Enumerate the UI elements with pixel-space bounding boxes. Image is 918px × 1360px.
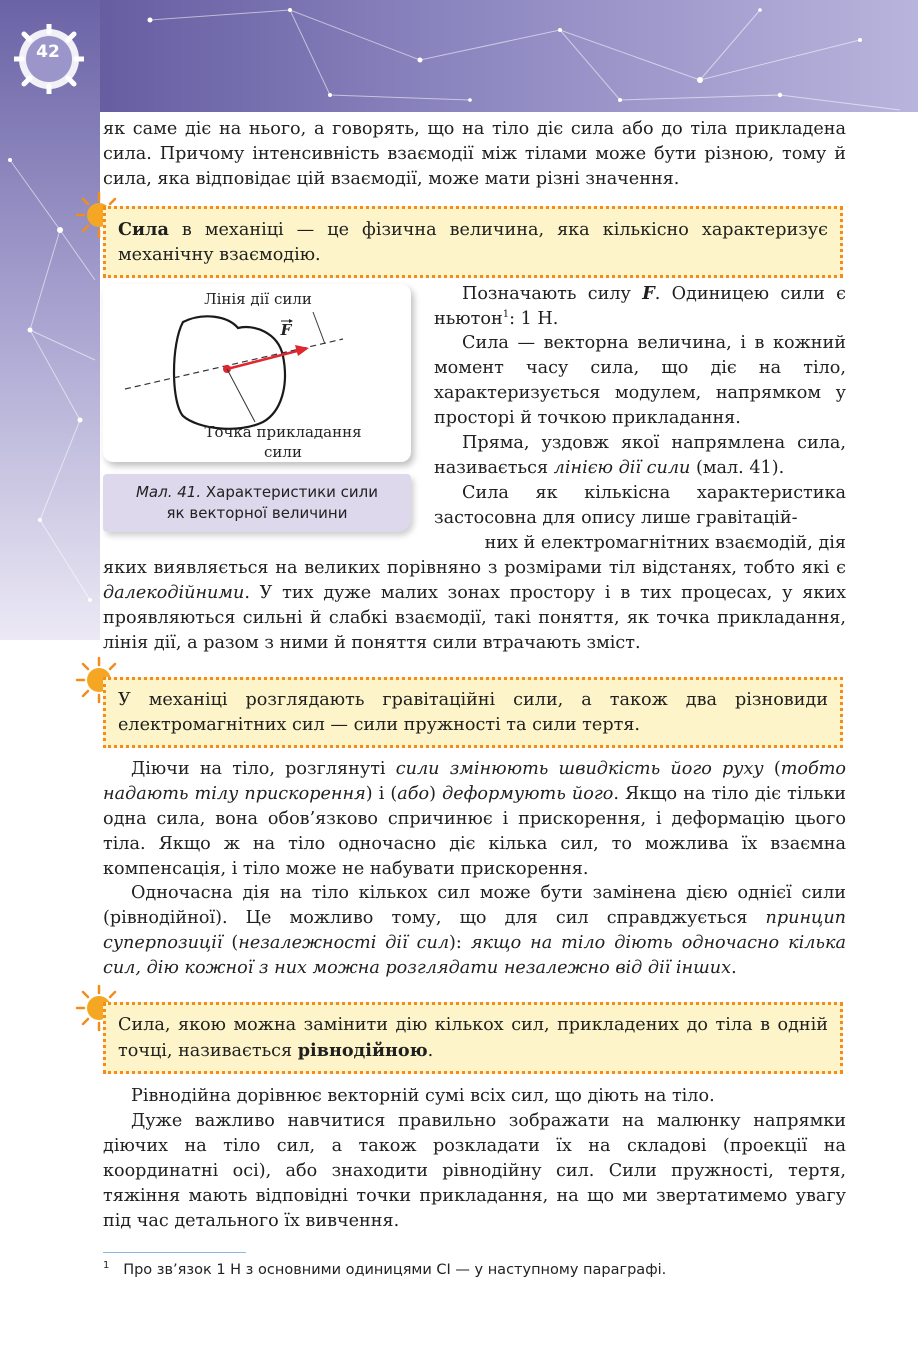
definition-term: Сила (118, 219, 169, 240)
footnote-divider (103, 1252, 246, 1253)
figure-41-card (103, 284, 411, 462)
definition-box-mechanics-forces: У механіці розглядають гравітаційні сили, а також два різновиди електромагнітних сил — сили пружності та сили тертя. (103, 677, 843, 748)
effects-italic-1: сили змінюють швидкість його руху (395, 759, 764, 779)
definition-box-resultant (103, 1002, 843, 1074)
label-line-of-action: Лінія дії сили (204, 290, 312, 308)
footnote-text: Про зв’язок 1 Н з основними одиницями СІ — у наступному параграфі. (123, 1262, 667, 1278)
line-of-action-text-b: (мал. 41). (690, 458, 785, 478)
paragraph-vector-quantity: Сила — векторна величина, і в кожний момент часу сила, що діє на тіло, характеризується модулем, напрямком у просторі й точкою прикладання. (434, 333, 846, 428)
effects-text-a: Діючи на тіло, розглянуті (131, 759, 396, 779)
effects-italic-2: тобто надають тілу прискорення (103, 759, 846, 804)
leader-line-action (313, 312, 325, 344)
superposition-text-c: ): (449, 933, 471, 953)
label-vector-f: F (280, 321, 292, 339)
page-number: 42 (36, 42, 60, 62)
resultant-definition-text-a: Сила, якою можна замінити дію кількох сил, прикладених до тіла в одній точці, називається (118, 1015, 828, 1061)
superposition-text-d: . (731, 958, 737, 978)
line-of-action-text-a: Пряма, уздовж якої напрямлена сила, називається (434, 433, 846, 478)
caption-text-1: Характеристики сили (201, 483, 378, 501)
notation-text-c: : 1 Н. (509, 309, 559, 329)
effects-text-b: ( (763, 759, 781, 779)
force-symbol: F (642, 283, 655, 304)
definition-text: в механіці — це фізична величина, яка кількісно характеризує механічну взаємодію. (118, 220, 828, 265)
superposition-text-a: Одночасна дія на тіло кількох сил може бути замінена дією однієї сили (рівнодійної). Це можливо тому, що для сил справджується (103, 883, 846, 928)
applicability-text-a: яких виявляється на великих порівняно з розмірами тіл відстанях, тобто які є (103, 558, 846, 578)
effects-text-c: ) і ( (365, 784, 398, 804)
paragraph-intro: як саме діє на нього, а говорять, що на тіло діє сила або до тіла прикладена сила. Причому інтенсивність взаємодії між тілами може бути різною, тому й сила, яка відповідає цій взаємодії, може мати різні значення. (103, 119, 846, 189)
paragraph-applicability-c (103, 556, 846, 656)
footnote (103, 1262, 846, 1278)
paragraph-resultant-sum: Рівнодійна дорівнює векторній сумі всіх сил, що діють на тіло. (131, 1086, 715, 1106)
label-application-point-1: Точка прикладання (204, 423, 362, 441)
effects-italic-4: деформують його (442, 784, 614, 804)
caption-text-2: як векторної величини (166, 504, 348, 522)
label-application-point (183, 422, 383, 462)
superposition-italic-2: незалежності дії сил (238, 933, 450, 953)
body-outline (174, 316, 285, 428)
force-vector-arrowhead (295, 345, 309, 356)
superposition-italic-1: принцип суперпозиції (103, 908, 846, 953)
force-vector-arrow (227, 350, 301, 369)
long-range-term: далекодійними (103, 583, 245, 603)
definition-box-force (103, 206, 843, 278)
resultant-definition-text-b: . (427, 1041, 434, 1061)
notation-text-b: . Одиницею сили є ньютон (434, 284, 846, 329)
notation-text-a: Позначають силу (462, 284, 643, 304)
effects-text-e: . Якщо на тіло діє тільки одна сила, вона обов’язково спричинює і прискорення, і деформацію цього тіла. Якщо ж на тіло одночасно діє кілька сил, то можлива їх взаємна компенсація, і тіло може не набувати прискорення. (103, 784, 846, 879)
effects-text-d: ) (429, 784, 443, 804)
superposition-italic-3: якщо на тіло діють одночасно кілька сил, дію кожної з них можна розглядати незалежно від дії інших (103, 933, 846, 978)
paragraph-effects (103, 757, 846, 882)
paragraph-line-of-action (434, 431, 846, 481)
footnote-mark: 1 (103, 1260, 110, 1272)
resultant-term: рівнодійною (297, 1040, 428, 1061)
caption-number: Мал. 41. (135, 483, 202, 501)
applicability-text-b: . У тих дуже малих зонах простору і в тих процесах, у яких проявляються сильні й слабкі взаємодії, такі поняття, як точка прикладання, лінія дії, а разом з ними й поняття сили втрачають зміст. (103, 583, 846, 653)
paragraph-applicability-b: них й електромагнітних взаємодій, дія (484, 533, 846, 553)
paragraph-drawing-forces: Дуже важливо навчитися правильно зображати на малюнку напрямки діючих на тіло сил, а також розкладати їх на складові (проекції на координатні осі), або знаходити рівнодійну сил. Сили пружності, тертя, тяжіння мають відповідні точки прикладання, на що ми звертатимемо увагу під час детального їх вивчення. (103, 1111, 846, 1231)
superposition-text-b: ( (222, 933, 239, 953)
leader-line-point (227, 369, 255, 422)
line-of-action-term: лінією дії сили (553, 458, 691, 478)
figure-41-caption (103, 474, 411, 532)
effects-italic-3: або (397, 784, 430, 804)
paragraph-applicability-a: Сила як кількісна характеристика застосовна для опису лише гравітацій- (434, 483, 846, 528)
paragraph-superposition (103, 881, 846, 981)
footnote-ref[interactable]: 1 (502, 309, 510, 321)
label-application-point-2: сили (264, 443, 302, 461)
paragraph-notation (434, 281, 846, 332)
